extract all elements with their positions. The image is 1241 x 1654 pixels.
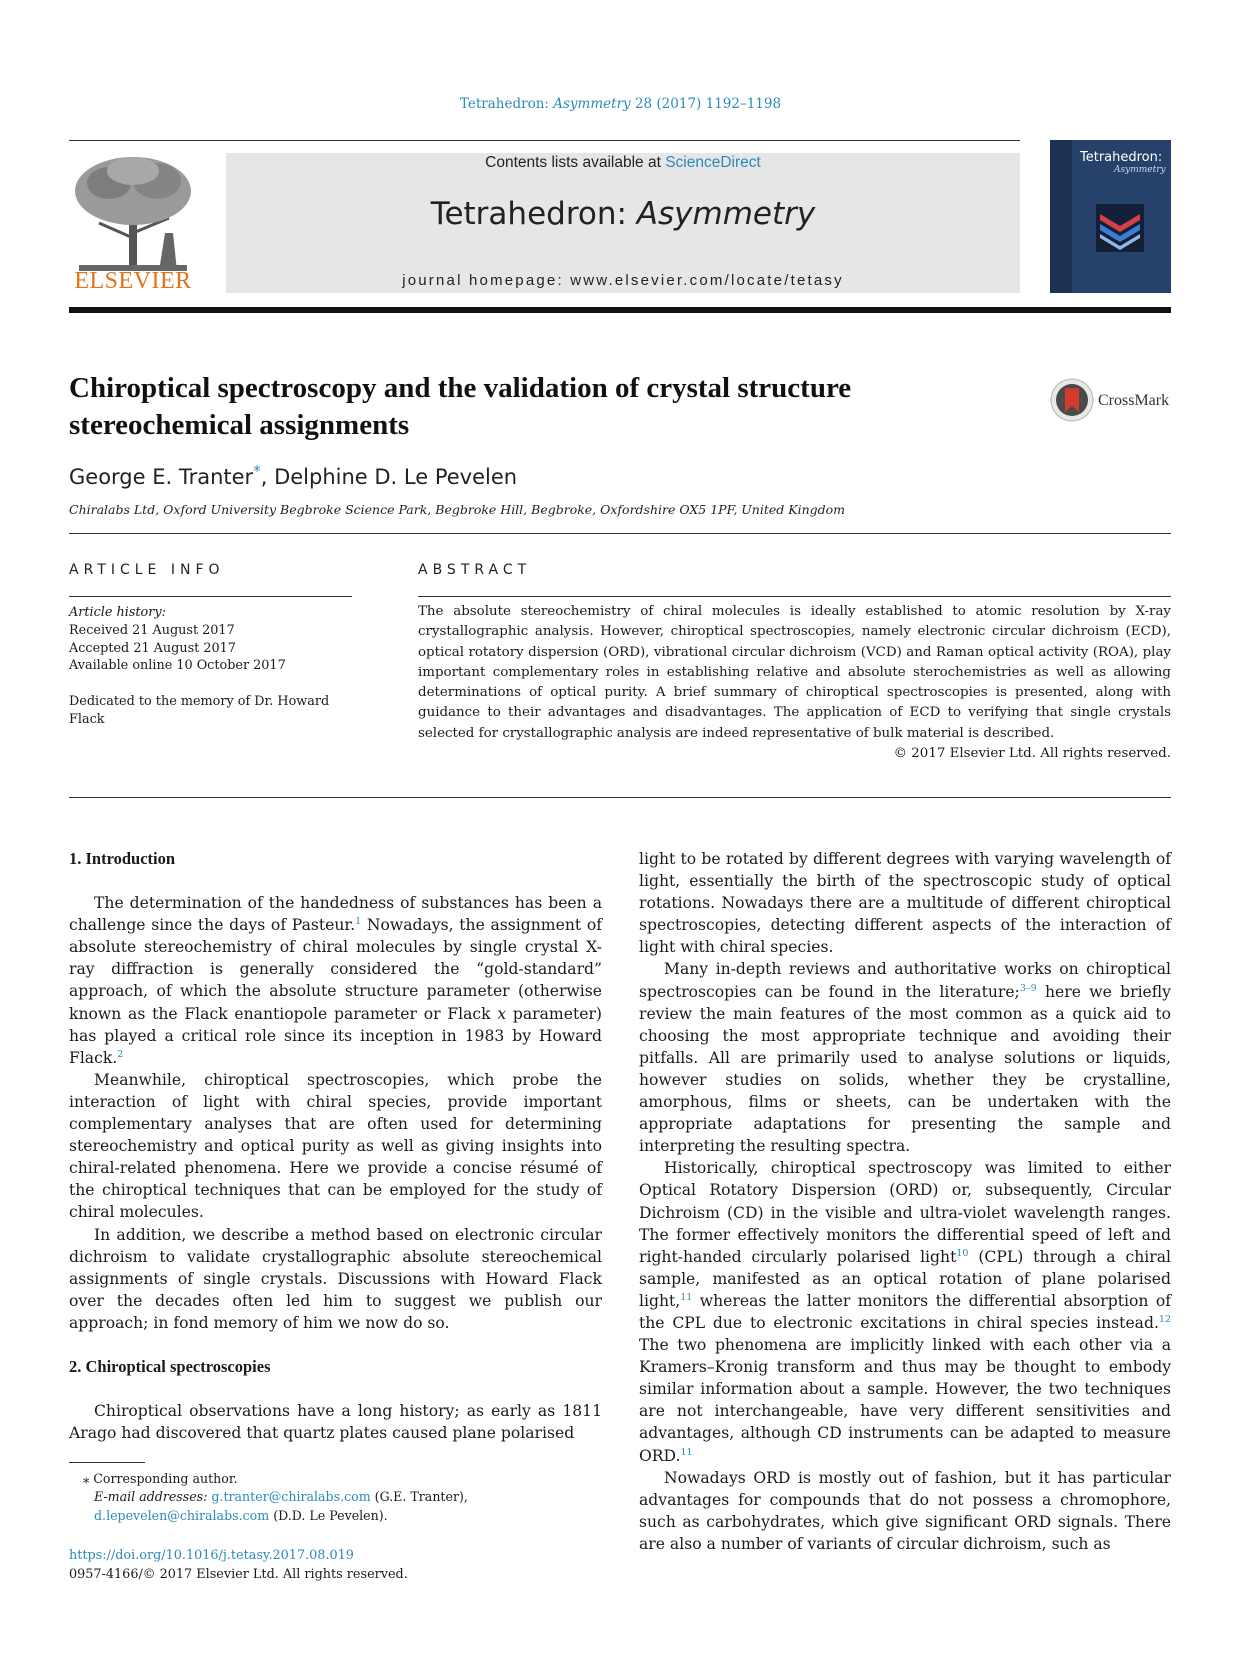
reference-link[interactable]: 10 [956, 1247, 969, 1259]
elsevier-wordmark[interactable]: ELSEVIER [74, 268, 192, 294]
dedication: Dedicated to the memory of Dr. Howard [69, 693, 330, 709]
abstract-heading: ABSTRACT [418, 562, 532, 578]
reference-link[interactable]: 2 [117, 1048, 124, 1060]
reference-link[interactable]: 12 [1158, 1313, 1171, 1325]
email-link-le-pevelen[interactable]: d.lepevelen@chiralabs.com [94, 1507, 270, 1523]
section-heading-introduction: 1. Introduction [69, 849, 176, 868]
paragraph: Chiroptical observations have a long history; as early as 1811 Arago had discovered that quartz plates caused plane polarised [69, 1402, 602, 1443]
reference-link[interactable]: 11 [680, 1291, 693, 1303]
contents-line: Contents lists available at ScienceDirect [485, 154, 761, 171]
reference-link[interactable]: 3–9 [1019, 982, 1037, 994]
paragraph: light to be rotated by different degrees with varying wavelength of light, essentially the birth of the spectroscopic study of optical rotations. Nowadays there are a multitude of different chiroptical spectroscopies, detecting different aspects of the interaction of light with chiral species. [639, 850, 1171, 957]
header-thick-rule [69, 307, 1171, 313]
author-le-pevelen: Delphine D. Le Pevelen [274, 465, 518, 489]
issn-line: 0957-4166/© 2017 Elsevier Ltd. All rights reserved. [69, 1567, 408, 1582]
article-info-rule [69, 596, 352, 597]
body-column-left [69, 848, 602, 1444]
author-list: George E. Tranter*, Delphine D. Le Pevelen [69, 462, 518, 489]
reference-link[interactable]: 1 [355, 916, 362, 927]
header-rule [69, 140, 1020, 141]
paragraph: Historically, chiroptical spectroscopy was limited to either Optical Rotatory Dispersion (ORD) or, subsequently, Circular Dichroism (CD) in the visible and ultra-violet wavelength ranges. The former effectively monitors the differential speed of left and right-handed circularly polarised light$^{10}$ (CPL) through a chiral sample, manifested as an optical rotation of plane polarised light,$^{11}$ whereas the latter monitors the differential absorption of the CPL due to electronic excitations in chiral species instead.$^{12}$ The two phenomena are implicitly linked with each other via a Kramers–Kronig transform and thus may be thought to embody similar information about a sample. However, the two techniques are not interchangeable, have very different sensitivities and advantages, although CD instruments can be adapted to measure ORD.$^{11}$ [639, 1159, 1171, 1465]
paragraph: Meanwhile, chiroptical spectroscopies, which probe the interaction of light with chiral species, provide important complementary analyses that are often used for determining stereochemistry and optical purity as well as giving insights into chiral-related phenomena. Here we provide a concise résumé of the chiroptical techniques that can be employed for the study of chiral molecules. [69, 1070, 602, 1222]
cover-title: Tetrahedron: [1080, 150, 1163, 165]
journal-title: Tetrahedron: Asymmetry [430, 196, 816, 232]
doi-block [69, 1546, 408, 1584]
footnote: ⁎ Corresponding author. E-mail addresses: g.tranter@chiralabs.com (G.E. Tranter), d.lepevelen@chiralabs.com (D.D. Le Pevelen). [83, 1471, 468, 1523]
journal-citation[interactable]: Tetrahedron: Asymmetry 28 (2017) 1192–1198 [459, 96, 782, 112]
email-link-tranter[interactable]: g.tranter@chiralabs.com [211, 1489, 371, 1505]
article-title: Chiroptical spectroscopy and the validation of crystal structure stereochemical assignments [69, 372, 852, 441]
paragraph: The determination of the handedness of substances has been a challenge since the days of Pasteur.$^1$ Nowadays, the assignment of absolute stereochemistry of chiral molecules by single crystal X-ray diffraction is generally considered the “gold-standard” approach, of which the absolute structure parameter (otherwise known as the Flack enantiopole parameter or Flack x parameter) has played a critical role since its inception in 1983 by Howard Flack.$^2$ [69, 894, 602, 1067]
corresponding-author-mark[interactable]: * [253, 462, 261, 480]
paragraph: Many in-depth reviews and authoritative works on chiroptical spectroscopies can be found in the literature;$^{3-9}$ here we briefly review the main features of the most common as a quick aid to choosing the most appropriate technique and avoiding their pitfalls. All are primarily used to analyse solutions or liquids, however studies on solids, whether they be crystalline, amorphous, films or sheets, can be undertaken with the appropriate adaptations for presenting the sample and interpreting the resulting spectra. [639, 960, 1171, 1156]
journal-homepage[interactable]: journal homepage: www.elsevier.com/locate/tetasy [402, 272, 844, 289]
sciencedirect-link[interactable]: ScienceDirect [665, 154, 761, 171]
abstract-end-rule [69, 797, 1171, 798]
title-rule [69, 533, 1171, 534]
crossmark-label[interactable]: CrossMark [1098, 392, 1170, 409]
author-tranter: George E. Tranter [69, 465, 254, 489]
paragraph: In addition, we describe a method based on electronic circular dichroism to validate crystallographic absolute stereochemical assignments of single crystals. Discussions with Howard Flack over the decades often led him to suggest we publish our approach; in fond memory of him we now do so. [69, 1225, 602, 1332]
article-history: Article history: Received 21 August 2017 Accepted 21 August 2017 Available online 10 October 2017 Dedicated to the memory of Dr. Howard Flack [69, 604, 352, 729]
cover-subtitle: Asymmetry [1114, 165, 1166, 175]
abstract-copyright: © 2017 Elsevier Ltd. All rights reserved. [893, 746, 1171, 762]
abstract-body: The absolute stereochemistry of chiral molecules is ideally established to atomic resolution by X-ray crystallographic analysis. However, chiroptical spectroscopies, namely electronic circular dichroism (ECD), optical rotatory dispersion (ORD), vibrational circular dichroism (VCD) and Raman optical activity (ROA), play important complementary roles in establishing relative and absolute sterochemistries as well as allowing determinations of optical purity. A brief summary of chiroptical spectroscopies is presented, along with guidance to their advantages and disadvantages. The application of ECD to verifying that single crystals selected for crystallographic analysis are indeed representative of bulk material is described. © 2017 Elsevier Ltd. All rights reserved. [418, 602, 1171, 764]
cover-stripe [1050, 140, 1072, 293]
crossmark-icon[interactable] [1050, 378, 1094, 422]
article-info-heading: ARTICLE INFO [69, 562, 225, 578]
paragraph: Nowadays ORD is mostly out of fashion, but it has particular advantages for compounds that do not possess a chromophore, such as carbohydrates, which give significant ORD signals. There are also a number of variants of circular dichroism, such as [639, 1468, 1171, 1553]
abstract-rule [418, 596, 1171, 597]
affiliation: Chiralabs Ltd, Oxford University Begbroke Science Park, Begbroke Hill, Begbroke, Oxfordshire OX5 1PF, United Kingdom [69, 502, 846, 517]
doi-link[interactable]: https://doi.org/10.1016/j.tetasy.2017.08.019 [69, 1548, 354, 1563]
cover-artwork [1096, 204, 1144, 252]
footnote-rule [69, 1462, 145, 1463]
reference-link[interactable]: 11 [680, 1446, 693, 1458]
body-column-right [639, 848, 1171, 1555]
section-heading-chiroptical: 2. Chiroptical spectroscopies [69, 1356, 271, 1376]
journal-cover-thumbnail[interactable] [1050, 140, 1171, 293]
